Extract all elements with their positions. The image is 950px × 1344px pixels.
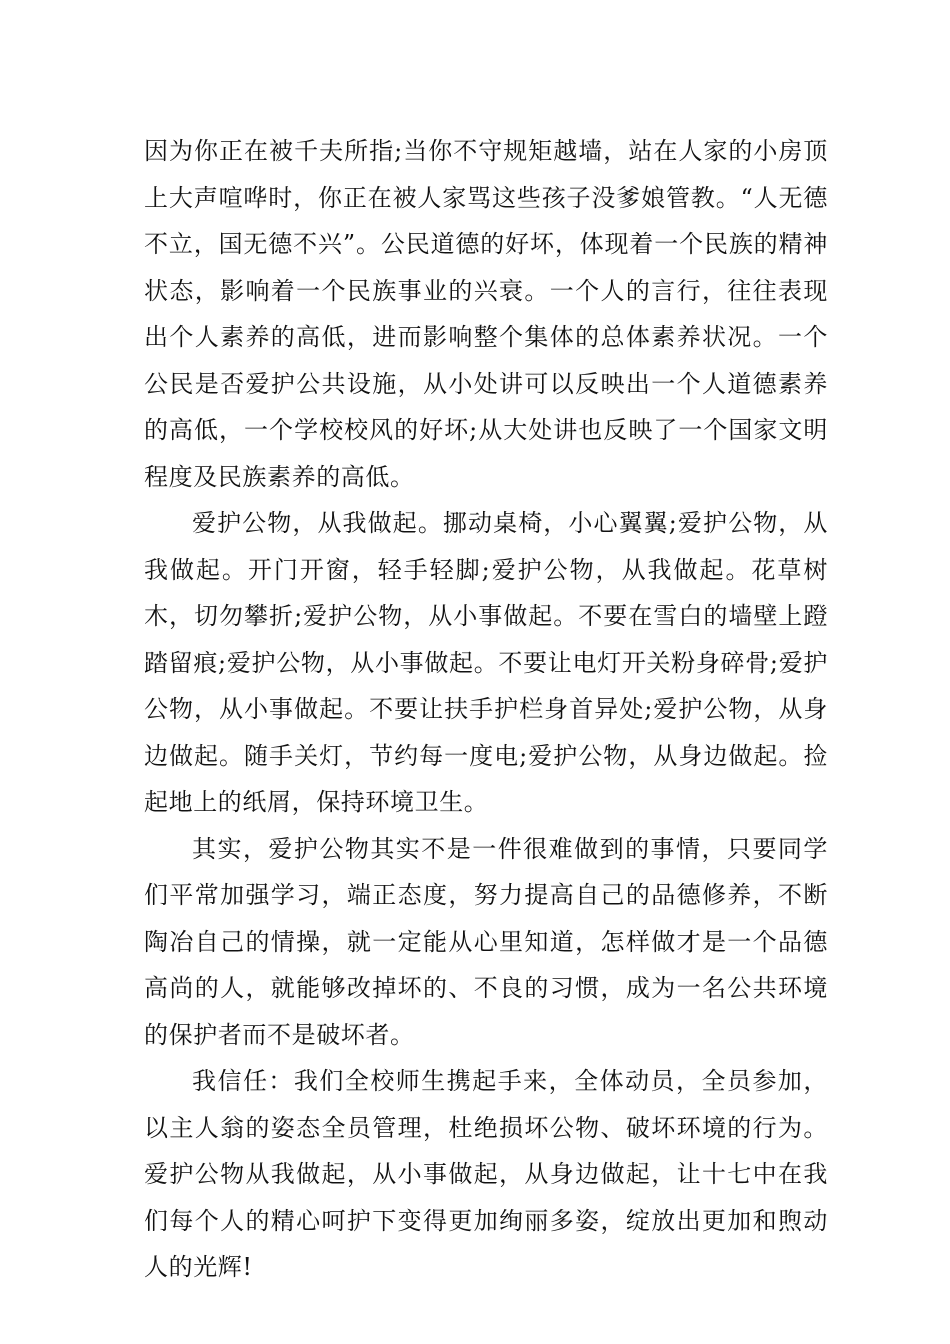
paragraph-4: 我信任：我们全校师生携起手来，全体动员，全员参加，以主人翁的姿态全员管理，杜绝损坏公物、破坏环境的行为。爱护公物从我做起，从小事做起，从身边做起，让十七中在我们每个人的精心呵护下变得更加绚丽多姿，绽放出更加和煦动人的光辉! [144,1067,828,1281]
paragraph-1: 因为你正在被千夫所指;当你不守规矩越墙，站在人家的小房顶上大声喧哗时，你正在被人家骂这些孩子没爹娘管教。“人无德不立，国无德不兴”。公民道德的好坏，体现着一个民族的精神状态，影响着一个民族事业的兴衰。一个人的言行，往往表现出个人素养的高低，进而影响整个集体的总体素养状况。一个公民是否爱护公共设施，从小处讲可以反映出一个人道德素养的高低，一个学校校风的好坏;从大处讲也反映了一个国家文明程度及民族素养的高低。 [144,137,828,491]
document-body [144,128,828,1291]
paragraph-2: 爱护公物，从我做起。挪动桌椅，小心翼翼;爱护公物，从我做起。开门开窗，轻手轻脚;爱护公物，从我做起。花草树木，切勿攀折;爱护公物，从小事做起。不要在雪白的墙壁上蹬踏留痕;爱护公物，从小事做起。不要让电灯开关粉身碎骨;爱护公物，从小事做起。不要让扶手护栏身首异处;爱护公物，从身边做起。随手关灯，节约每一度电;爱护公物，从身边做起。捡起地上的纸屑，保持环境卫生。 [144,509,828,816]
paragraph-3: 其实，爱护公物其实不是一件很难做到的事情，只要同学们平常加强学习，端正态度，努力提高自己的品德修养，不断陶冶自己的情操，就一定能从心里知道，怎样做才是一个品德高尚的人，就能够改掉坏的、不良的习惯，成为一名公共环境的保护者而不是破坏者。 [144,834,828,1049]
